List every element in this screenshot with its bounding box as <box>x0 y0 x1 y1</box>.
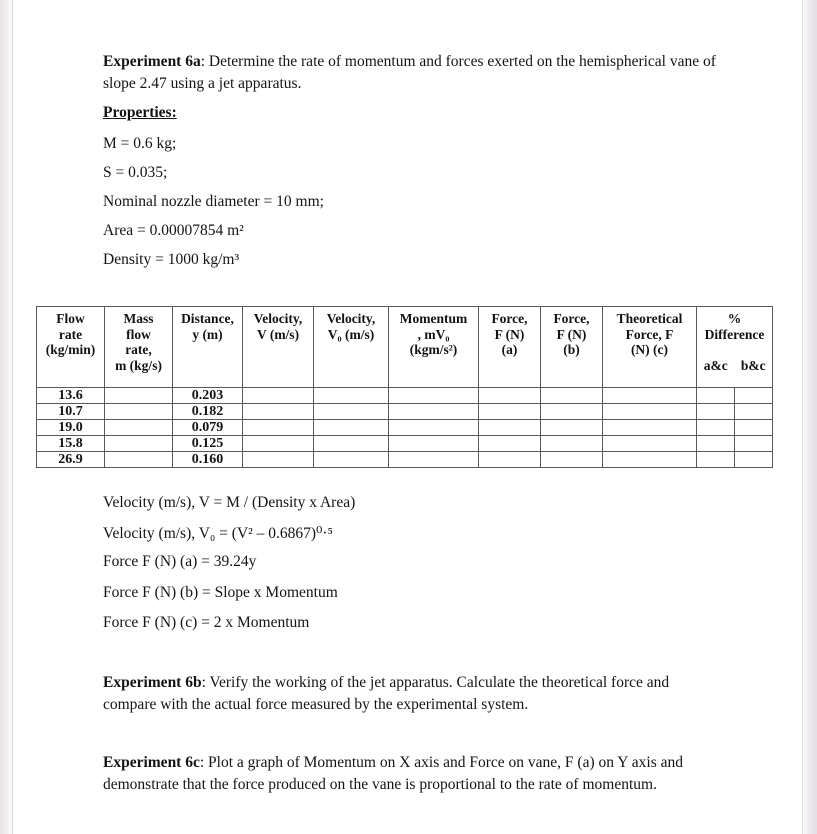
experiment-6c-text: Plot a graph of Momentum on X axis and Force on vane, F (a) on Y axis and demonstrate that the force produced on the vane is proportional to the rate of momentum. <box>103 754 683 793</box>
header-force-b-line3: (b) <box>563 342 580 357</box>
cell-velocity-v0[interactable] <box>314 452 389 468</box>
header-percent-difference-line2: Difference <box>704 326 765 342</box>
header-percent-difference-line1: % <box>727 311 742 326</box>
experiment-6b-paragraph <box>103 672 693 716</box>
table-row <box>37 388 773 404</box>
page-scan-edge-left <box>0 0 12 834</box>
formula-force-c: Force F (N) (c) = 2 x Momentum <box>103 614 310 631</box>
cell-pct-ac[interactable] <box>697 420 735 436</box>
cell-flow-rate: 10.7 <box>37 404 105 420</box>
header-flow-rate-line3: (kg/min) <box>45 342 96 357</box>
header-force-b <box>541 307 603 388</box>
cell-distance: 0.203 <box>173 388 243 404</box>
experiment-6c-separator: : <box>199 754 209 771</box>
cell-theoretical-force[interactable] <box>603 452 697 468</box>
cell-theoretical-force[interactable] <box>603 404 697 420</box>
formula-velocity-v0: Velocity (m/s), V₀ = (V² – 0.6867)⁰·⁵ <box>103 525 333 542</box>
cell-pct-bc[interactable] <box>735 452 773 468</box>
header-force-a-line2: F (N) <box>494 326 525 342</box>
experiment-data-table-wrapper <box>36 306 772 468</box>
cell-velocity-v[interactable] <box>243 436 314 452</box>
cell-flow-rate: 15.8 <box>37 436 105 452</box>
header-percent-difference <box>697 307 773 388</box>
header-mass-flow-rate-line3: rate, <box>125 342 152 357</box>
cell-theoretical-force[interactable] <box>603 436 697 452</box>
formula-force-b: Force F (N) (b) = Slope x Momentum <box>103 584 338 601</box>
cell-velocity-v0[interactable] <box>314 388 389 404</box>
cell-velocity-v[interactable] <box>243 404 314 420</box>
cell-pct-ac[interactable] <box>697 452 735 468</box>
header-theoretical-force-line3: (N) (c) <box>630 342 669 357</box>
property-line-density: Density = 1000 kg/m³ <box>103 251 240 268</box>
cell-distance: 0.125 <box>173 436 243 452</box>
cell-momentum[interactable] <box>389 388 479 404</box>
cell-momentum[interactable] <box>389 436 479 452</box>
experiment-6a-text: Determine the rate of momentum and forces exerted on the hemispherical vane of slope 2.47 using a jet apparatus. <box>103 53 716 92</box>
cell-pct-ac[interactable] <box>697 436 735 452</box>
cell-mass-flow-rate[interactable] <box>105 388 173 404</box>
cell-distance: 0.182 <box>173 404 243 420</box>
experiment-6c-label: Experiment 6c <box>103 754 200 771</box>
header-percent-difference-bc: b&c <box>740 358 766 373</box>
experiment-6b-text: Verify the working of the jet apparatus. Calculate the theoretical force and compare with the actual force measured by the experimental system. <box>103 674 670 713</box>
cell-force-b[interactable] <box>541 388 603 404</box>
header-flow-rate-line1: Flow <box>56 311 85 326</box>
cell-force-a[interactable] <box>479 452 541 468</box>
experiment-data-table <box>36 306 773 468</box>
table-row <box>37 404 773 420</box>
header-force-b-line1: Force, <box>553 311 590 326</box>
experiment-6b-separator: : <box>201 674 210 691</box>
cell-velocity-v0[interactable] <box>314 436 389 452</box>
properties-heading: Properties: <box>103 104 177 121</box>
cell-pct-ac[interactable] <box>697 404 735 420</box>
header-momentum-line2: , mV₀ <box>417 326 450 342</box>
table-row <box>37 452 773 468</box>
cell-velocity-v[interactable] <box>243 452 314 468</box>
header-force-a-line1: Force, <box>491 311 528 326</box>
table-row <box>37 436 773 452</box>
property-line-nozzle-diameter: Nominal nozzle diameter = 10 mm; <box>103 193 324 210</box>
cell-force-a[interactable] <box>479 404 541 420</box>
header-mass-flow-rate <box>105 307 173 388</box>
cell-distance: 0.079 <box>173 420 243 436</box>
cell-mass-flow-rate[interactable] <box>105 420 173 436</box>
experiment-6a-separator: : <box>200 53 209 70</box>
cell-momentum[interactable] <box>389 404 479 420</box>
cell-force-b[interactable] <box>541 420 603 436</box>
cell-force-b[interactable] <box>541 436 603 452</box>
header-velocity-v-line1: Velocity, <box>253 311 303 326</box>
property-line-area: Area = 0.00007854 m² <box>103 222 244 239</box>
cell-force-a[interactable] <box>479 420 541 436</box>
cell-velocity-v[interactable] <box>243 388 314 404</box>
header-mass-flow-rate-line2: flow <box>126 326 151 342</box>
header-force-a-line3: (a) <box>501 342 518 357</box>
header-percent-difference-ac: a&c <box>703 358 728 373</box>
formula-force-a: Force F (N) (a) = 39.24y <box>103 553 257 570</box>
header-distance-line1: Distance, <box>181 311 234 326</box>
cell-force-a[interactable] <box>479 388 541 404</box>
page-scan-edge-right <box>803 0 817 834</box>
cell-velocity-v0[interactable] <box>314 420 389 436</box>
cell-flow-rate: 26.9 <box>37 452 105 468</box>
cell-velocity-v[interactable] <box>243 420 314 436</box>
cell-velocity-v0[interactable] <box>314 404 389 420</box>
header-mass-flow-rate-line1: Mass <box>123 311 154 326</box>
cell-distance: 0.160 <box>173 452 243 468</box>
header-flow-rate-line2: rate <box>58 326 83 342</box>
header-velocity-v-line2: V (m/s) <box>256 326 300 342</box>
experiment-6a-paragraph <box>103 51 719 95</box>
header-distance-line2: y (m) <box>192 326 223 342</box>
cell-mass-flow-rate[interactable] <box>105 436 173 452</box>
cell-theoretical-force[interactable] <box>603 420 697 436</box>
experiment-6a-label: Experiment 6a <box>103 53 201 70</box>
experiment-6b-label: Experiment 6b <box>103 674 202 691</box>
cell-flow-rate: 19.0 <box>37 420 105 436</box>
header-force-b-line2: F (N) <box>556 326 587 342</box>
property-line-slope: S = 0.035; <box>103 164 168 181</box>
header-flow-rate <box>37 307 105 388</box>
header-distance <box>173 307 243 388</box>
property-line-mass: M = 0.6 kg; <box>103 135 177 152</box>
cell-flow-rate: 13.6 <box>37 388 105 404</box>
cell-mass-flow-rate[interactable] <box>105 452 173 468</box>
cell-theoretical-force[interactable] <box>603 388 697 404</box>
formula-velocity-v: Velocity (m/s), V = M / (Density x Area) <box>103 494 356 511</box>
header-theoretical-force-line2: Force, F <box>625 326 674 342</box>
document-page <box>13 0 802 834</box>
table-header-row <box>37 307 773 388</box>
header-momentum-line3: (kgm/s²) <box>409 342 458 357</box>
header-momentum <box>389 307 479 388</box>
cell-force-a[interactable] <box>479 436 541 452</box>
table-body <box>37 388 773 468</box>
table-row <box>37 420 773 436</box>
header-velocity-v0 <box>314 307 389 388</box>
cell-pct-ac[interactable] <box>697 388 735 404</box>
header-velocity-v0-line2: V₀ (m/s) <box>327 326 375 342</box>
cell-force-b[interactable] <box>541 452 603 468</box>
header-force-a <box>479 307 541 388</box>
cell-momentum[interactable] <box>389 420 479 436</box>
header-momentum-line1: Momentum <box>399 311 468 326</box>
header-mass-flow-rate-line4: m (kg/s) <box>115 357 162 373</box>
cell-pct-bc[interactable] <box>735 388 773 404</box>
cell-momentum[interactable] <box>389 452 479 468</box>
header-theoretical-force-line1: Theoretical <box>616 311 683 326</box>
experiment-6c-paragraph <box>103 752 707 796</box>
cell-mass-flow-rate[interactable] <box>105 404 173 420</box>
cell-force-b[interactable] <box>541 404 603 420</box>
cell-pct-bc[interactable] <box>735 404 773 420</box>
header-percent-difference-subheaders <box>697 358 772 374</box>
header-theoretical-force <box>603 307 697 388</box>
cell-pct-bc[interactable] <box>735 436 773 452</box>
header-velocity-v <box>243 307 314 388</box>
header-velocity-v0-line1: Velocity, <box>326 311 376 326</box>
cell-pct-bc[interactable] <box>735 420 773 436</box>
